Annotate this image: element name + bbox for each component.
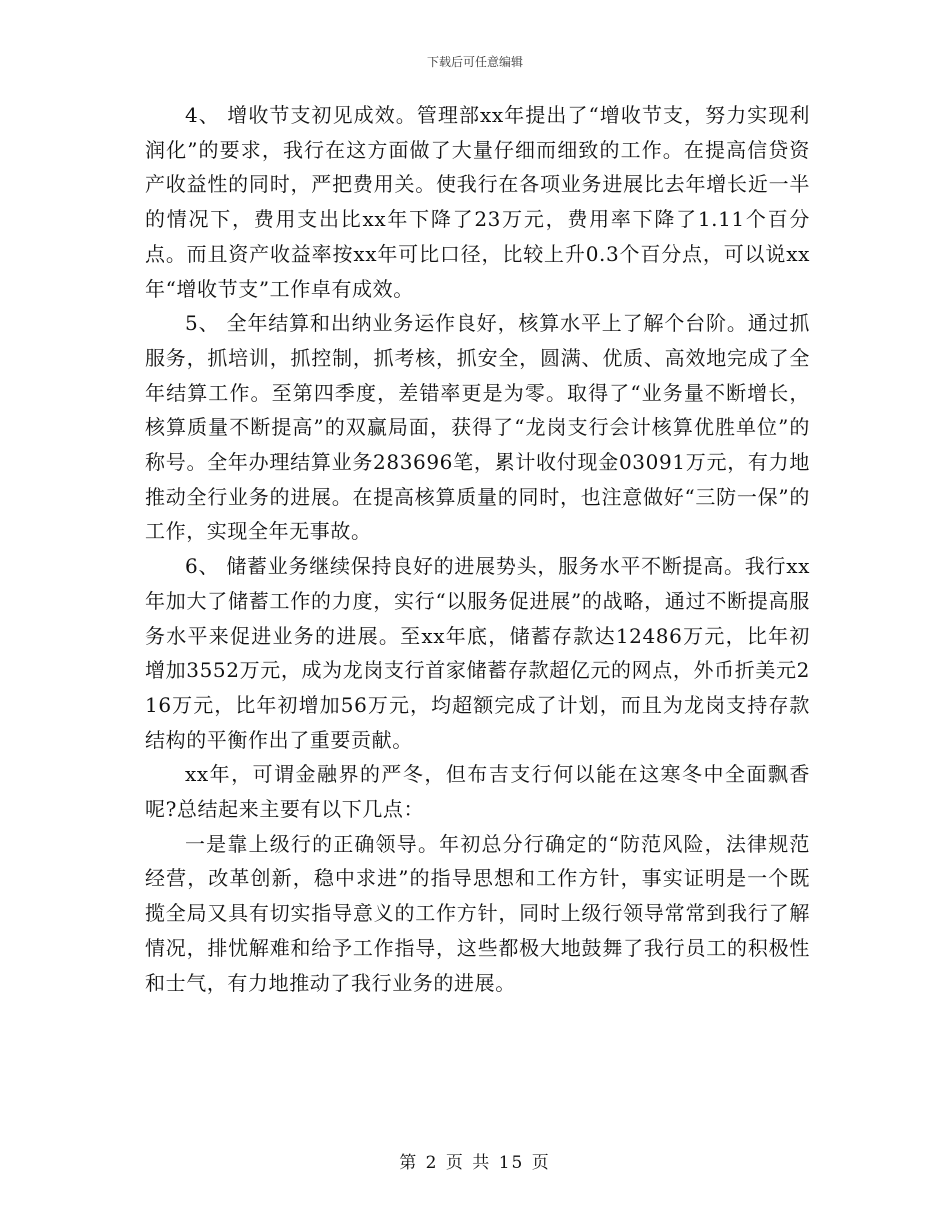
page-footer: 第 2 页 共 15 页: [399, 1153, 551, 1173]
paragraph-summary-intro: xx年，可谓金融界的严冬，但布吉支行何以能在这寒冬中全面飘香呢?总结起来主要有以下几点：: [145, 762, 810, 822]
paragraph-item-6: 6、 储蓄业务继续保持良好的进展势头，服务水平不断提高。我行xx年加大了储蓄工作的力度，实行“以服务促进展”的战略，通过不断提高服务水平来促进业务的进展。至xx年底，储蓄存款达12486万元，比年初增加3552万元，成为龙岗支行首家储蓄存款超亿元的网点，外币折美元216万元，比年初增加56万元，均超额完成了计划，而且为龙岗支持存款结构的平衡作出了重要贡献。: [145, 554, 810, 752]
paragraph-point-one: 一是靠上级行的正确领导。年初总分行确定的“防范风险，法律规范经营，改革创新，稳中求进”的指导思想和工作方针，事实证明是一个既揽全局又具有切实指导意义的工作方针，同时上级行领导常常到我行了解情况，排忧解难和给予工作指导，这些都极大地鼓舞了我行员工的积极性和士气，有力地推动了我行业务的进展。: [145, 831, 810, 995]
paragraph-item-5: 5、 全年结算和出纳业务运作良好，核算水平上了解个台阶。通过抓服务，抓培训，抓控制，抓考核，抓安全，圆满、优质、高效地完成了全年结算工作。至第四季度，差错率更是为零。取得了“业务量不断增长，核算质量不断提高”的双赢局面，获得了“龙岗支行会计核算优胜单位”的称号。全年办理结算业务283696笔，累计收付现金03091万元，有力地推动全行业务的进展。在提高核算质量的同时，也注意做好“三防一保”的工作，实现全年无事故。: [145, 311, 810, 544]
paragraph-item-4: 4、 增收节支初见成效。管理部xx年提出了“增收节支，努力实现利润化”的要求，我行在这方面做了大量仔细而细致的工作。在提高信贷资产收益性的同时，严把费用关。使我行在各项业务进展比去年增长近一半的情况下，费用支出比xx年下降了23万元，费用率下降了1.11个百分点。而且资产收益率按xx年可比口径，比较上升0.3个百分点，可以说xx年“增收节支”工作卓有成效。: [145, 103, 810, 301]
page-header: 下载后可任意编辑: [426, 55, 523, 69]
document-body: [145, 98, 810, 1000]
